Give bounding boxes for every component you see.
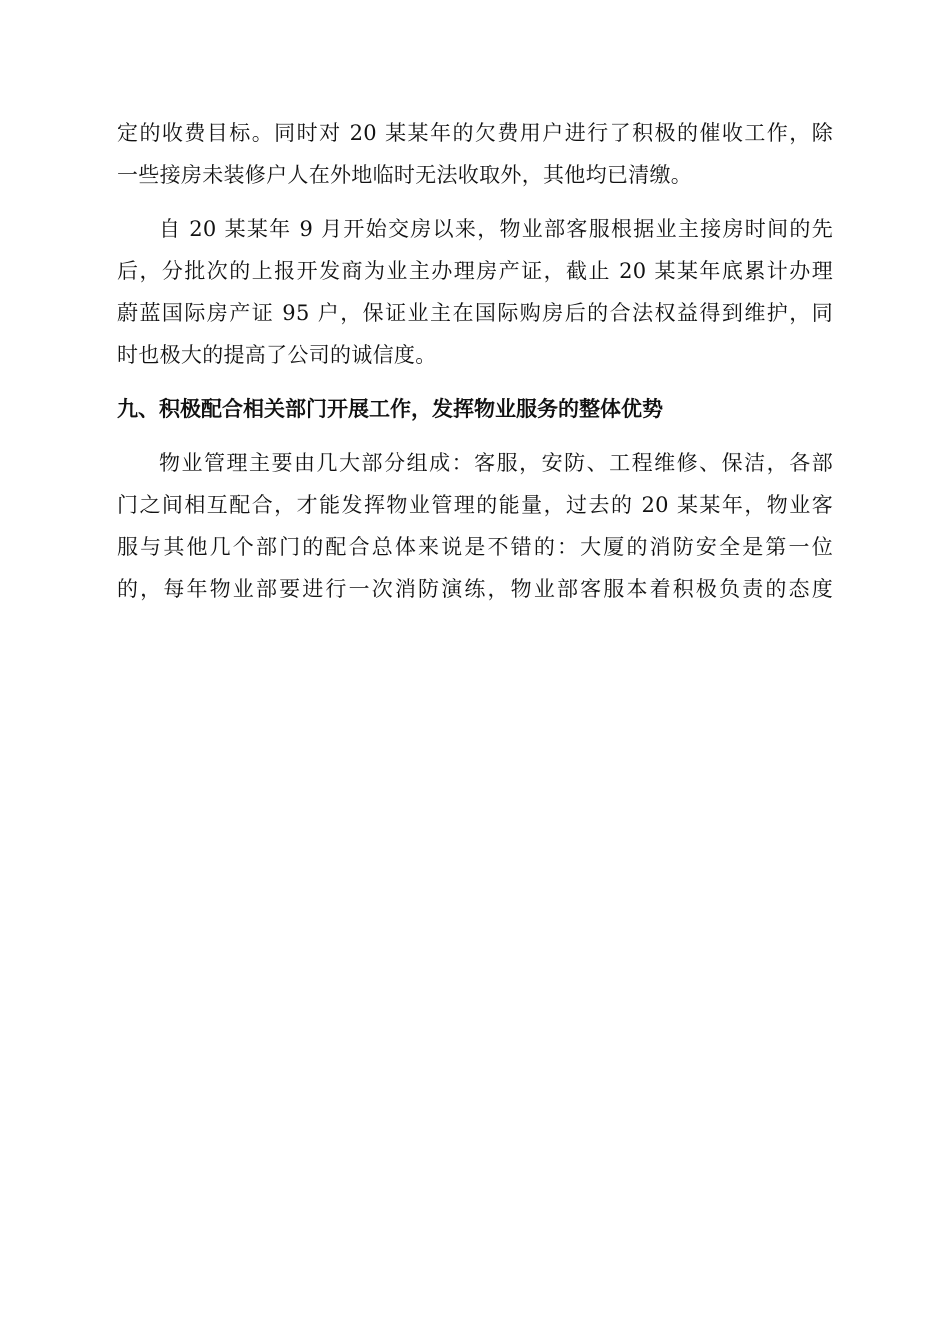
paragraph-line: 时也极大的提高了公司的诚信度。 bbox=[117, 343, 437, 367]
paragraph-line: 的，每年物业部要进行一次消防演练，物业部客服本着积极负责的态度 bbox=[117, 577, 833, 601]
paragraph-line: 后，分批次的上报开发商为业主办理房产证，截止 20 某某年底累计办理 bbox=[117, 259, 833, 283]
paragraph-line: 蔚蓝国际房产证 95 户，保证业主在国际购房后的合法权益得到维护，同 bbox=[117, 301, 833, 325]
paragraph-line: 自 20 某某年 9 月开始交房以来，物业部客服根据业主接房时间的先 bbox=[159, 217, 833, 241]
document-body bbox=[117, 112, 833, 610]
paragraph-line: 门之间相互配合，才能发挥物业管理的能量，过去的 20 某某年，物业客 bbox=[117, 493, 833, 517]
paragraph-line: 一些接房未装修户人在外地临时无法收取外，其他均已清缴。 bbox=[117, 163, 693, 187]
paragraph-department-cooperation bbox=[117, 442, 833, 610]
paragraph-spacing bbox=[117, 196, 833, 208]
section-heading: 九、积极配合相关部门开展工作，发挥物业服务的整体优势 bbox=[117, 397, 663, 421]
paragraph-line: 服与其他几个部门的配合总体来说是不错的：大厦的消防安全是第一位 bbox=[117, 535, 833, 559]
paragraph-line: 定的收费目标。同时对 20 某某年的欠费用户进行了积极的催收工作，除 bbox=[117, 121, 833, 145]
paragraph-line: 物业管理主要由几大部分组成：客服，安防、工程维修、保洁，各部 bbox=[159, 451, 833, 475]
paragraph-fee-collection bbox=[117, 112, 833, 196]
paragraph-property-certificate bbox=[117, 208, 833, 376]
